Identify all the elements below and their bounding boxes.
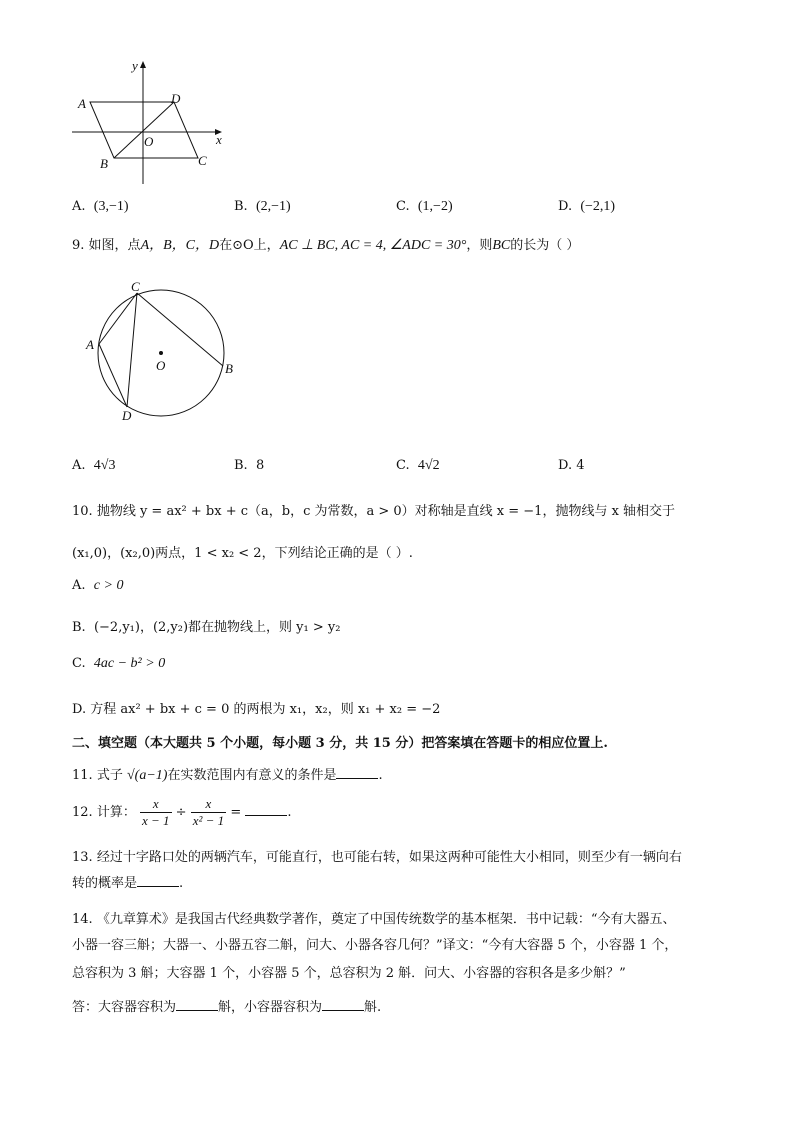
q9-question: 9. 如图，点A，B，C，D在⊙O上，AC ⊥ BC, AC = 4, ∠ADC = 30°，则BC的长为（ ） bbox=[72, 238, 580, 253]
q13-question-line2: 转的概率是 . bbox=[72, 876, 184, 891]
q14-question-line1: 14. 《九章算术》是我国古代经典数学著作，奠定了中国传统数学的基本框架．书中记载：“今有大器五、 bbox=[72, 912, 676, 927]
q10-option-b: B. (−2,y₁)，(2,y₂)都在抛物线上，则 y₁ > y₂ bbox=[72, 620, 341, 635]
fig9-label-D: D bbox=[122, 408, 132, 423]
q8-option-a: A. (3,−1) bbox=[72, 199, 129, 214]
q14-blank-large bbox=[176, 998, 218, 1011]
q12-fraction-2: $\frac{x}{\text{x² − 1}}$ bbox=[192, 796, 225, 828]
q14-question-line3: 总容积为 3 斛；大容器 1 个，小容器 5 个，总容积为 2 斛．问大、小容器的容积各是多少斛？” bbox=[72, 966, 626, 981]
q8-option-c: C. (1,−2) bbox=[396, 199, 453, 214]
q12-question: 12. 计算： $\frac{x}{x - 1}$ ÷ $\frac{x}{\text{x² − 1}}$ = . bbox=[72, 796, 292, 828]
fig8-label-x: x bbox=[216, 132, 222, 147]
fig8-label-C: C bbox=[198, 153, 207, 168]
section-2-heading: 二、填空题（本大题共 5 个小题，每小题 3 分，共 15 分）把答案填在答题卡的相应位置上. bbox=[72, 736, 608, 751]
q10-question-line2: (x₁,0)，(x₂,0)两点，1 < x₂ < 2，下列结论正确的是（ ）. bbox=[72, 546, 413, 561]
fig8-label-O: O bbox=[144, 134, 154, 149]
fig9-label-B: B bbox=[225, 361, 233, 376]
fig9-label-A: A bbox=[86, 337, 94, 352]
q12-fraction-1: $\frac{x}{x - 1}$ bbox=[141, 796, 170, 828]
q9-figure bbox=[80, 278, 240, 428]
fig9-label-C: C bbox=[131, 279, 140, 294]
q13-answer-blank bbox=[137, 874, 179, 887]
q9-option-b: B. 8 bbox=[234, 458, 265, 473]
q14-blank-small bbox=[322, 998, 364, 1011]
q12-answer-blank bbox=[245, 803, 287, 816]
q8-figure bbox=[66, 58, 236, 190]
q14-question-line2: 小器一容三斛；大器一、小器五容二斛，问大、小器各容几何？”译文：“今有大容器 5 个，小容器 1 个， bbox=[72, 938, 678, 953]
q14-answer-line: 答：大容器容积为 斛，小容器容积为 斛. bbox=[72, 1000, 382, 1015]
q10-option-c: C. 4ac − b² > 0 bbox=[72, 656, 166, 671]
q10-option-a: A. c > 0 bbox=[72, 578, 124, 593]
q11-answer-blank bbox=[336, 766, 378, 779]
q9-option-a: A. 4√3 bbox=[72, 458, 116, 473]
q13-question-line1: 13. 经过十字路口处的两辆汽车，可能直行，也可能右转，如果这两种可能性大小相同，则至少有一辆向右 bbox=[72, 850, 682, 865]
fig8-label-A: A bbox=[78, 96, 86, 111]
fig8-label-B: B bbox=[100, 156, 108, 171]
q11-question: 11. 式子 √(a−1)在实数范围内有意义的条件是 . bbox=[72, 768, 383, 783]
q10-question-line1: 10. 抛物线 y = ax² + bx + c（a，b，c 为常数，a > 0）对称轴是直线 x = −1，抛物线与 x 轴相交于 bbox=[72, 504, 676, 519]
q9-option-d: D. 4 bbox=[558, 458, 585, 473]
fig8-label-D: D bbox=[171, 91, 181, 106]
fig8-label-y: y bbox=[132, 58, 138, 73]
fig9-label-O: O bbox=[156, 358, 166, 373]
q8-option-d: D. (−2,1) bbox=[558, 199, 616, 214]
q8-option-b: B. (2,−1) bbox=[234, 199, 291, 214]
q10-option-d: D. 方程 ax² + bx + c = 0 的两根为 x₁，x₂，则 x₁ + x₂ = −2 bbox=[72, 702, 441, 717]
q9-option-c: C. 4√2 bbox=[396, 458, 440, 473]
